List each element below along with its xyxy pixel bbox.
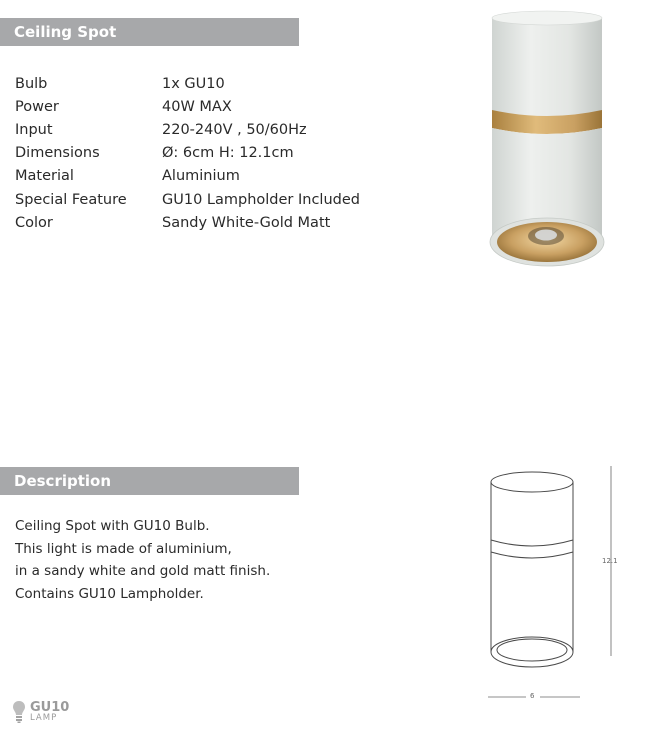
- logo-sub-text: LAMP: [30, 713, 58, 724]
- spec-value: Sandy White-Gold Matt: [162, 214, 331, 231]
- height-dimension-label: 12.1: [602, 557, 618, 565]
- spec-value: 40W MAX: [162, 98, 232, 115]
- spec-row-color: [15, 211, 360, 234]
- spec-row-dimensions: [15, 142, 360, 165]
- spec-label: Bulb: [15, 75, 48, 92]
- spec-row-material: [15, 165, 360, 188]
- description-line: Ceiling Spot with GU10 Bulb.: [15, 518, 210, 534]
- spec-value: Ø: 6cm H: 12.1cm: [162, 145, 294, 162]
- spec-row-power: [15, 95, 360, 118]
- description-line: This light is made of aluminium,: [15, 540, 232, 557]
- spec-label: Input: [15, 121, 53, 138]
- spec-label: Power: [15, 98, 59, 115]
- spec-value: 220-240V , 50/60Hz: [162, 121, 307, 138]
- spec-row-input: [15, 118, 360, 141]
- product-photo: [480, 10, 620, 272]
- description-text: [15, 515, 270, 605]
- gu10-lamp-logo: [12, 700, 69, 724]
- logo-main-text: GU10: [30, 700, 70, 716]
- description-line: in a sandy white and gold matt finish.: [15, 563, 271, 579]
- spec-label: Dimensions: [15, 145, 100, 162]
- bulb-icon: [12, 700, 26, 724]
- spec-label: Material: [15, 168, 74, 185]
- spec-label: Special Feature: [15, 191, 127, 208]
- top-cap: [492, 11, 602, 25]
- upper-body: [492, 18, 602, 118]
- spec-section-header: Ceiling Spot: [0, 18, 299, 46]
- spec-value: Aluminium: [162, 168, 240, 185]
- spec-row-bulb: [15, 72, 360, 95]
- description-section-header: Description: [0, 467, 299, 495]
- spec-row-special-feature: [15, 188, 360, 211]
- width-dimension-label: 6: [530, 692, 535, 700]
- bulb-glass: [535, 230, 557, 241]
- spec-value: GU10 Lampholder Included: [162, 191, 360, 208]
- technical-drawing: [478, 460, 623, 705]
- spec-table: [15, 72, 360, 234]
- spec-value: 1x GU10: [162, 75, 225, 92]
- spec-label: Color: [15, 214, 53, 231]
- description-line: Contains GU10 Lampholder.: [15, 585, 204, 602]
